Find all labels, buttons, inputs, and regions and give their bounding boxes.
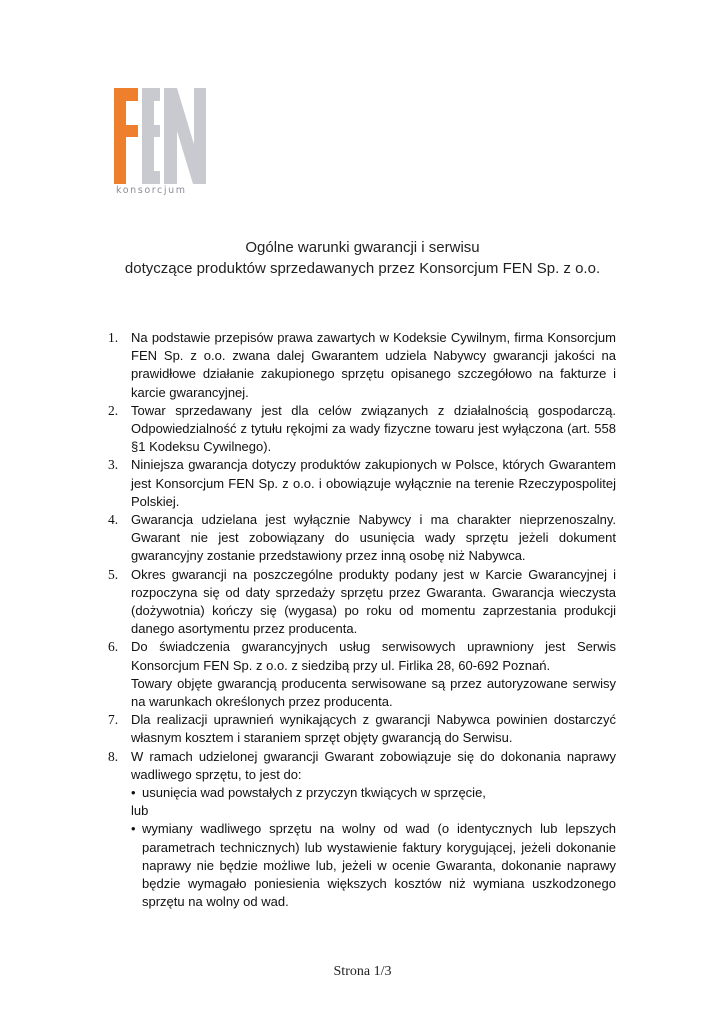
company-logo (114, 88, 208, 200)
item-number: 5. (108, 566, 119, 582)
terms-list (108, 329, 616, 912)
item-text: Do świadczenia gwarancyjnych usług serwisowych uprawniony jest Serwis Konsorcjum FEN Sp. z o.o. z siedzibą przy ul. Firlika 28, 60-692 Poznań. (131, 639, 616, 673)
list-item (108, 329, 616, 402)
bullet-text: usunięcia wad powstałych z przyczyn tkwiących w sprzęcie, (142, 785, 486, 801)
list-item (108, 511, 616, 566)
item-text: Niniejsza gwarancja dotyczy produktów zakupionych w Polsce, których Gwarantem jest Konsorcjum FEN Sp. z o.o. i obowiązuje wyłącznie na terenie Rzeczypospolitej Polskiej. (131, 457, 616, 509)
item-text: W ramach udzielonej gwarancji Gwarant zobowiązuje się do dokonania naprawy wadliwego sprzętu, to jest do: (131, 748, 616, 782)
bullet-icon: • (131, 821, 136, 837)
document-subtitle: dotyczące produktów sprzedawanych przez Konsorcjum FEN Sp. z o.o. (124, 260, 601, 277)
item-number: 7. (108, 712, 119, 728)
item-text: Gwarancja udzielana jest wyłącznie Nabywcy i ma charakter nieprzenoszalny. Gwarant nie jest zobowiązany do usunięcia wady sprzętu jeżeli dokument gwarancyjny zostanie przedstawiony przez inną osobę niż Nabywca. (131, 512, 616, 564)
list-item (108, 748, 616, 912)
list-item (108, 566, 616, 639)
fen-logo-mark (114, 88, 208, 184)
item-number: 3. (108, 457, 119, 473)
item-number: 8. (108, 748, 119, 764)
item-number: 6. (108, 639, 119, 655)
list-item (108, 456, 616, 511)
bullet-text: wymiany wadliwego sprzętu na wolny od wad (o identycznych lub lepszych parametrach technicznych) lub wystawienie faktury korygującej, jeżeli dokonanie naprawy nie będzie możliwe lub, jeżeli w ocenie Gwaranta, dokonanie naprawy będzie wymagało poniesienia większych kosztów niż wymiana uszkodzonego sprzętu na wolny od wad. (142, 821, 616, 910)
item-text: Towar sprzedawany jest dla celów związanych z działalnością gospodarczą. Odpowiedzialność z tytułu rękojmi za wady fizyczne towaru jest wyłączona (art. 558 §1 Kodeksu Cywilnego). (131, 402, 616, 455)
item-number: 2. (108, 402, 119, 418)
item-number: 1. (108, 330, 119, 345)
bullet-icon: • (131, 785, 136, 801)
bullet-item (131, 820, 616, 911)
list-item (108, 638, 616, 711)
list-item (108, 711, 616, 747)
item-number: 4. (108, 512, 119, 528)
page-number: Strona 1/3 (333, 964, 392, 979)
document-title: Ogólne warunki gwarancji i serwisu (245, 239, 480, 256)
item-text: Na podstawie przepisów prawa zawartych w Kodeksie Cywilnym, firma Konsorcjum FEN Sp. z o.o. zwana dalej Gwarantem udziela Nabywcy gwarancji jakości na prawidłowe działanie zakupionego sprzętu opisanego szczegółowo na fakturze i karcie gwarancyjnej. (131, 330, 616, 400)
list-item (108, 402, 616, 457)
logo-subtitle: konsorcjum (116, 185, 187, 196)
item-text: Towary objęte gwarancją producenta serwisowane są przez autoryzowane serwisy na warunkach określonych przez producenta. (131, 675, 616, 710)
bullet-item (131, 784, 616, 802)
connector-text: lub (131, 803, 149, 819)
item-text: Dla realizacji uprawnień wynikających z gwarancji Nabywca powinien dostarczyć własnym kosztem i staraniem sprzęt objęty gwarancją do Serwisu. (131, 712, 616, 746)
item-text: Okres gwarancji na poszczególne produkty podany jest w Karcie Gwarancyjnej i rozpoczyna się od daty sprzedaży sprzętu przez Gwaranta. Gwarancja wieczysta (dożywotnia) kończy się (wygasa) po roku od momentu zaprzestania produkcji danego asortymentu przez producenta. (131, 566, 616, 637)
